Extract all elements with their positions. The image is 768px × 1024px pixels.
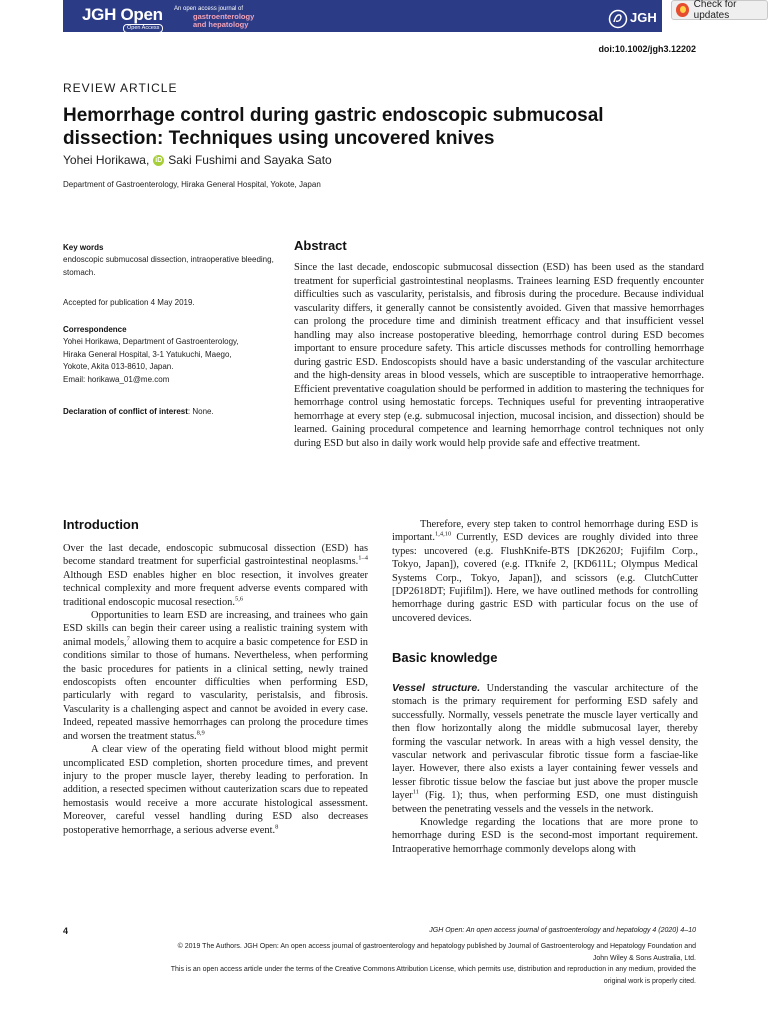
- correspondence-details: [63, 336, 288, 386]
- footer-journal-citation: JGH Open: An open access journal of gastroenterology and hepatology 4 (2020) 4–10: [429, 927, 696, 934]
- abstract-text: Since the last decade, endoscopic submucosal dissection (ESD) has been used as the standard treatment for superficial gastrointestinal neoplasms. Trainees learning ESD frequently encounter difficulties such as vascularity, peristalsis, and fibrosis during the procedure. Because individual vascularity differs, it generally cannot be consistently avoided. Given that massive hemorrhages can prolong the procedure time and diminish treatment efficacy and that insufficient vessel handling may also increase postoperative bleeding, hemorrhage control during ESD becomes important to ensure procedure safety. This article discusses methods for controlling hemorrhage during gastric ESD. Endoscopists should have a basic understanding of the vascular architecture and the high-density areas in blood vessels, which are susceptible to intraoperative hemorrhage. Efficient preventative coagulation should be performed in addition to mastering the techniques for hemorrhage control using hemostatic forceps. Techniques useful for preventing intraoperative hemorrhage at every step (e.g. submucosal injection, mucosal incision, and dissection) should be learned. Gaining procedural competence and learning hemorrhage control techniques not only during ESD but also in daily work would help provide safe and effective treatment.: [294, 262, 704, 449]
- paragraph: Knowledge regarding the locations that are more prone to hemorrhage during ESD is the second-most important requirement. Intraoperative hemorrhage commonly develops along with: [392, 817, 698, 855]
- citation[interactable]: 5,6: [234, 595, 244, 603]
- accepted-date: Accepted for publication 4 May 2019.: [63, 298, 195, 307]
- citation[interactable]: 8,9: [196, 729, 205, 737]
- abstract-heading: Abstract: [294, 238, 347, 253]
- journal-logo: JGH Open: [82, 5, 163, 24]
- page-number: 4: [63, 926, 69, 936]
- copyright-line: John Wiley & Sons Australia, Ltd.: [592, 954, 696, 962]
- right-column-intro: [392, 518, 698, 625]
- keywords-heading: Key words: [63, 243, 104, 252]
- orcid-icon[interactable]: iD: [155, 156, 163, 164]
- keywords: endoscopic submucosal dissection, intraoperative bleeding, stomach.: [63, 255, 274, 277]
- author-rest[interactable]: Saki Fushimi and Sayaka Sato: [168, 153, 332, 167]
- citation[interactable]: 1,4,10: [435, 530, 452, 538]
- introduction-body: [63, 542, 368, 837]
- article-type: REVIEW ARTICLE: [63, 81, 178, 95]
- citation[interactable]: 7: [126, 635, 130, 643]
- paragraph: Therefore, every step taken to control hemorrhage during ESD is important.$^{1,4,10}$ Currently, ESD devices are roughly divided into three types: uncovered (e.g. FlushKnife-BTS [DK2620J; Fujifilm Corp., Tokyo, Japan]), covered (e.g. ITknife 2, [KD611L; Olympus Medical Systems Corp., Tokyo, Japan]), and scissors (e.g. ClutchCutter [DP2618DT; Fujifilm]). Here, we have outlined methods for controlling hemorrhage during gastric ESD with particular focus on the use of uncovered devices.: [392, 519, 698, 624]
- vessel-structure-runin: Vessel structure.: [392, 682, 481, 694]
- citation[interactable]: 11: [412, 788, 420, 796]
- copyright-line: © 2019 The Authors. JGH Open: An open access journal of gastroenterology and hepatology published by Journal of Gastroenterology and Hepatology Foundation and: [177, 943, 696, 950]
- brand-text: JGH: [630, 10, 657, 25]
- journal-subject-1: gastroenterology: [193, 12, 255, 21]
- correspondence-heading: Correspondence: [63, 325, 127, 334]
- correspondence-line: Yohei Horikawa, Department of Gastroenterology,: [63, 337, 239, 346]
- coi-value: : None.: [187, 407, 214, 416]
- paragraph: A clear view of the operating field without blood might permit uncomplicated ESD completion, shorten procedure times, and prevent injury to the proper muscle layer, thereby leading to perforation. In addition, a resected specimen without cauterization scars due to repeated hemostasis would receive a more accurate histological assessment. Moreover, careful vessel handling during ESD also decreases postoperative hemorrhage, a serious adverse event.$^8$: [63, 744, 368, 836]
- basic-knowledge-heading: Basic knowledge: [392, 650, 498, 665]
- check-for-updates-label: Check for updates: [693, 0, 737, 21]
- author-list: [63, 153, 332, 167]
- citation[interactable]: 8: [275, 823, 279, 831]
- crossmark-icon: [676, 3, 689, 17]
- citation[interactable]: 1–4: [358, 554, 368, 562]
- foundation-logo-icon: [608, 9, 628, 29]
- affiliation: Department of Gastroenterology, Hiraka General Hospital, Yokote, Japan: [63, 180, 321, 189]
- correspondence-line: Yokote, Akita 013-8610, Japan.: [63, 362, 174, 371]
- footer-copyright: [63, 941, 696, 987]
- article-title: Hemorrhage control during gastric endoscopic submucosal dissection: Techniques using uncovered knives: [63, 105, 604, 149]
- check-for-updates-button[interactable]: [671, 0, 768, 20]
- journal-tagline: An open access journal of: [174, 6, 244, 12]
- license-line: original work is properly cited.: [603, 977, 696, 985]
- correspondence-email[interactable]: Email: horikawa_01@me.com: [63, 374, 170, 384]
- correspondence-line: Hiraka General Hospital, 3-1 Yatukuchi, Maego,: [63, 349, 232, 359]
- introduction-heading: Introduction: [63, 517, 139, 532]
- conflict-of-interest: [63, 406, 214, 419]
- paragraph: Opportunities to learn ESD are increasing, and trainees who gain ESD skills can begin their career using a realistic training system with animal models,$^7$ allowing them to acquire a basic competence for ESD in conditions similar to those of humans. Nevertheless, when performing the basic procedures for patients in a clinical setting, newly trained endoscopists often encounter difficulties when performing ESD, particularly with regard to vascularity, peristalsis, and fibrosis. Vascularity is a challenging aspect and cannot be avoided in every case. Indeed, repeated massive hemorrhages can prolong the procedure times and worsen the treatment status.$^{8,9}$: [63, 610, 368, 742]
- author-first[interactable]: Yohei Horikawa,: [63, 153, 150, 167]
- coi-heading: Declaration of conflict of interest: [63, 407, 188, 416]
- paragraph: Over the last decade, endoscopic submucosal dissection (ESD) has become standard treatment for superficial gastrointestinal neoplasms.$^{1-4}$ Although ESD enables higher en bloc resection, it involves greater technical complexity and more frequent adverse events compared with traditional endoscopic mucosal resection.$^{5,6}$: [63, 543, 368, 608]
- basic-knowledge-body: [392, 682, 698, 856]
- license-line: This is an open access article under the terms of the Creative Commons Attribution License, which permits use, distribution and reproduction in any medium, provided the: [170, 966, 696, 973]
- doi-link[interactable]: doi:10.1002/jgh3.12202: [598, 44, 696, 54]
- open-access-badge: Open Access: [123, 24, 163, 33]
- paragraph: Vessel structure. Understanding the vascular architecture of the stomach is the primary requirement for performing ESD safely and successfully. Normally, vessels penetrate the muscle layer vertically and then flow horizontally along the middle submucosal layer, thereby forming the vascular network. In areas with a high vessel density, the vascular network and perivascular fibrotic tissue form a fasciae-like layer. However, there also exists a layer containing fewer vessels and lesser fibrotic tissue below the fasciae but just above the proper muscle layer$^{11}$ (Fig. 1); thus, when performing ESD, one must distinguish between the penetrating vessels and the vessels in the network.: [392, 682, 698, 815]
- journal-subject-2: and hepatology: [193, 20, 249, 29]
